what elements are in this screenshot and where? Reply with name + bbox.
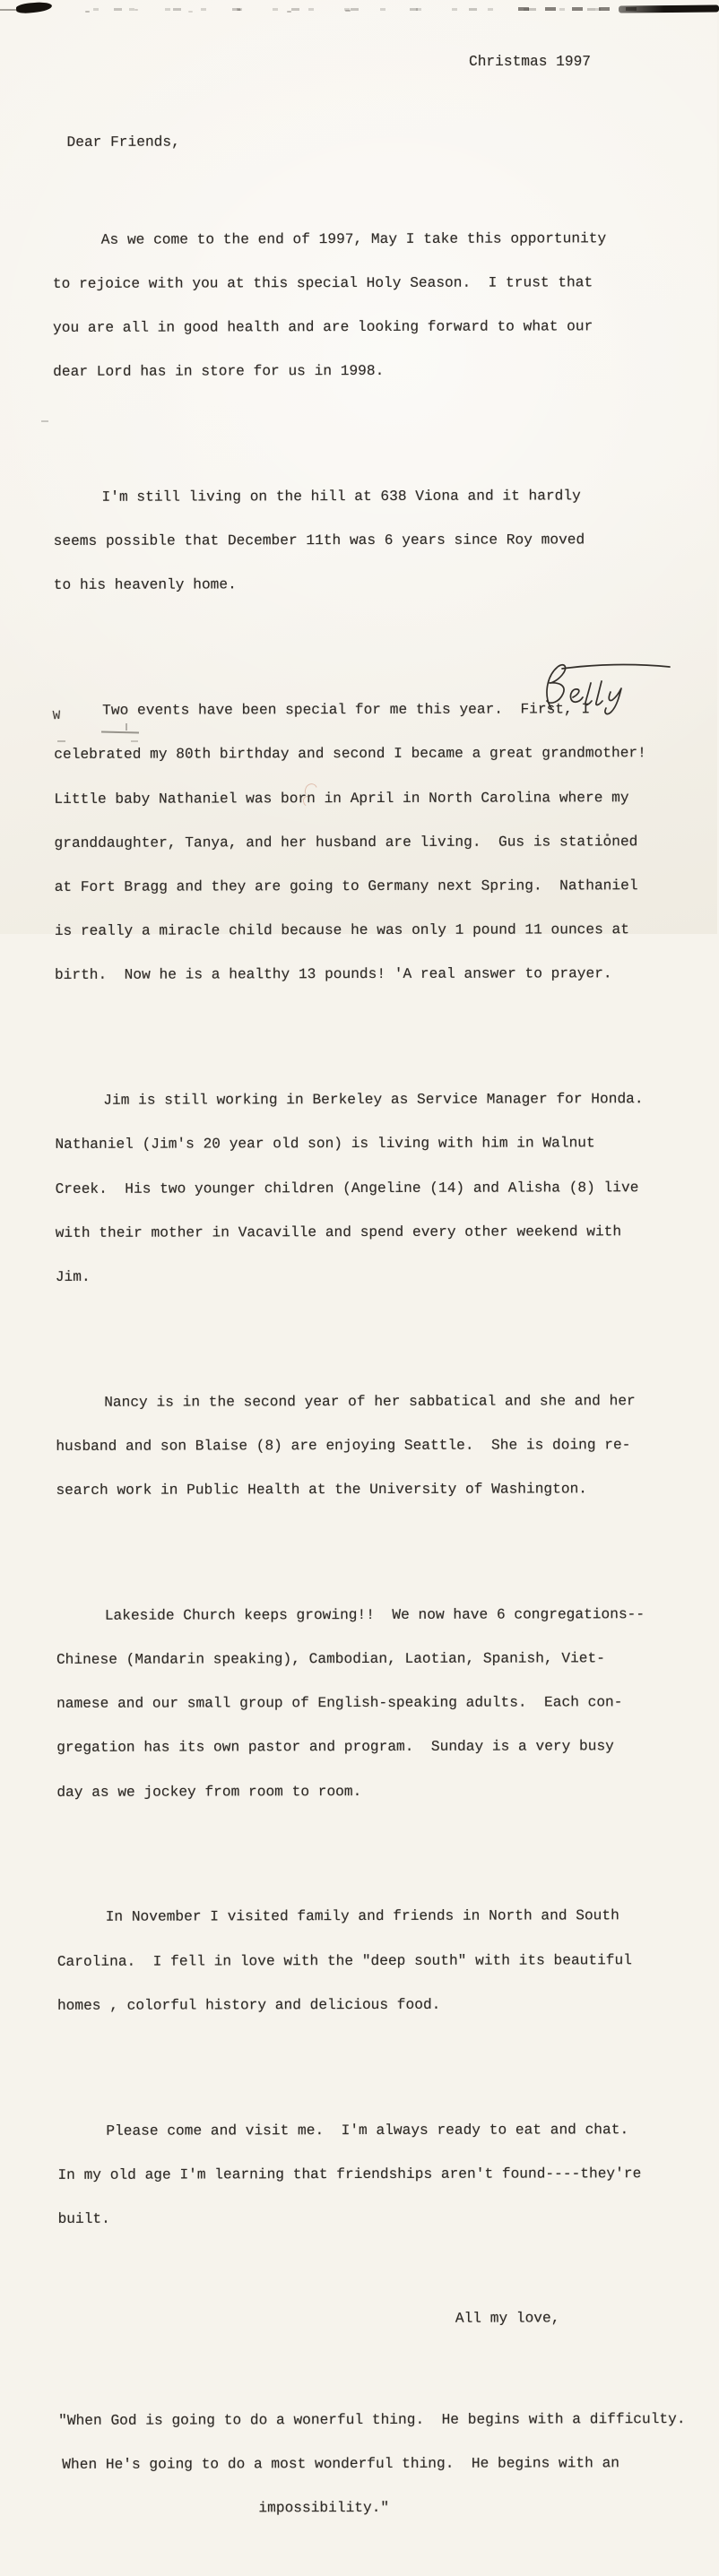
- letter-line: Little baby Nathaniel was born in April in North Carolina where my: [54, 789, 629, 808]
- valediction: All my love,: [455, 2310, 560, 2327]
- paragraph-8: [57, 2093, 685, 2256]
- signature-letter-t: [585, 683, 592, 705]
- letter-line: celebrated my 80th birthday and second I became a great grandmother!: [54, 745, 646, 764]
- scan-speck: [345, 10, 351, 12]
- signature-flourish-line: [562, 665, 670, 669]
- letter-line: to rejoice with you at this special Holy Season. I trust that: [52, 274, 593, 292]
- scan-speck: [85, 11, 90, 13]
- letter-line: Two events have been special for me this year. First, I: [102, 701, 591, 719]
- letter-line: you are all in good health and are looking forward to what our: [53, 318, 593, 337]
- letter-line: homes , colorful history and delicious food.: [56, 1996, 441, 2014]
- letter-line: at Fort Bragg and they are going to Germany next Spring. Nathaniel: [54, 877, 638, 895]
- letter-line: Nathaniel (Jim's 20 year old son) is living with him in Walnut: [55, 1135, 595, 1154]
- paragraph-5: [56, 1364, 683, 1527]
- signature-letter-t: [596, 681, 602, 705]
- scan-speck: [287, 11, 291, 13]
- paragraph-3: [54, 672, 682, 1012]
- letter-line: Jim is still working in Berkeley as Service Manager for Honda.: [103, 1091, 644, 1109]
- margin-mark: [41, 420, 48, 422]
- letter-date-heading: Christmas 1997: [469, 54, 591, 70]
- letter-line: In November I visited family and friends in North and South: [105, 1907, 619, 1926]
- scan-smudge-top-left: [16, 1, 53, 13]
- quote-line: impossibility.": [258, 2500, 390, 2517]
- signature-letter-B: [547, 665, 566, 708]
- handwritten-dash: [131, 740, 138, 742]
- letter-line: seems possible that December 11th was 6 years since Roy moved: [53, 532, 585, 550]
- salutation: Dear Friends,: [66, 134, 180, 151]
- handwritten-dash: [57, 740, 65, 742]
- paragraph-2: [53, 459, 680, 622]
- paragraph-1: [53, 202, 681, 409]
- paragraph-7: [57, 1880, 685, 2043]
- scan-speck: [188, 11, 193, 13]
- letter-line: Creek. His two younger children (Angeline (14) and Alisha (8) live: [55, 1179, 639, 1197]
- letter-line: Please come and visit me. I'm always ready to eat and chat.: [106, 2121, 629, 2139]
- scan-dashed-line-dark: [502, 7, 637, 11]
- scan-speck: [238, 9, 241, 11]
- letter-line: In my old age I'm learning that friendships aren't found----they're: [57, 2165, 642, 2183]
- paragraph-4: [55, 1062, 683, 1314]
- letter-line: dear Lord has in store for us in 1998.: [53, 363, 385, 381]
- signature-letter-y: [605, 688, 621, 714]
- handwritten-tick: [126, 723, 127, 730]
- letter-line: Lakeside Church keeps growing!! We now have 6 congregations--: [104, 1606, 645, 1624]
- letter-line: is really a miracle child because he was only 1 pound 11 ounces at: [54, 921, 629, 940]
- paragraph-6: [56, 1578, 685, 1829]
- letter-line: gregation has its own pastor and program. Sunday is a very busy: [56, 1738, 614, 1757]
- letter-line: built.: [57, 2210, 110, 2227]
- letter-line: with their mother in Vacaville and spend every other weekend with: [55, 1223, 622, 1241]
- letter-line: birth. Now he is a healthy 13 pounds! 'A real answer to prayer.: [54, 965, 612, 984]
- scan-smudge-top-right: [619, 5, 719, 13]
- quote-line: When He's going to do a most wonderful thing. He begins with an: [62, 2455, 620, 2473]
- letter-line: As we come to the end of 1997, May I take this opportunity: [100, 230, 607, 248]
- scan-speck: [134, 9, 138, 11]
- letter-line: I'm still living on the hill at 638 Viona and it hardly: [101, 488, 581, 506]
- letter-line: Chinese (Mandarin speaking), Cambodian, Laotian, Spanish, Viet-: [56, 1650, 605, 1668]
- signature-handwriting: [539, 660, 673, 715]
- letter-line: day as we jockey from room to room.: [56, 1783, 362, 1801]
- letter-line: Jim.: [55, 1268, 91, 1285]
- handwritten-letter-w: W: [52, 708, 61, 724]
- letter-line: namese and our small group of English-speaking adults. Each con-: [56, 1694, 623, 1713]
- postscript-quote: [58, 2382, 686, 2546]
- letter-line: granddaughter, Tanya, and her husband are living. Gus is stationed: [54, 834, 638, 851]
- quote-line: "When God is going to do a wonerful thing. He begins with a difficulty.: [58, 2410, 686, 2429]
- letter-line: Carolina. I fell in love with the "deep south" with its beautiful: [56, 1951, 632, 1970]
- letter-line: to his heavenly home.: [53, 576, 237, 594]
- scan-smudge-tail: [0, 9, 18, 11]
- letter-line: Nancy is in the second year of her sabbatical and she and her: [104, 1392, 636, 1411]
- signature-letter-e: [570, 689, 583, 702]
- letter-body: [52, 104, 686, 2575]
- letter-line: search work in Public Health at the University of Washington.: [56, 1481, 588, 1500]
- letter-line: husband and son Blaise (8) are enjoying Seattle. She is doing re-: [56, 1437, 631, 1455]
